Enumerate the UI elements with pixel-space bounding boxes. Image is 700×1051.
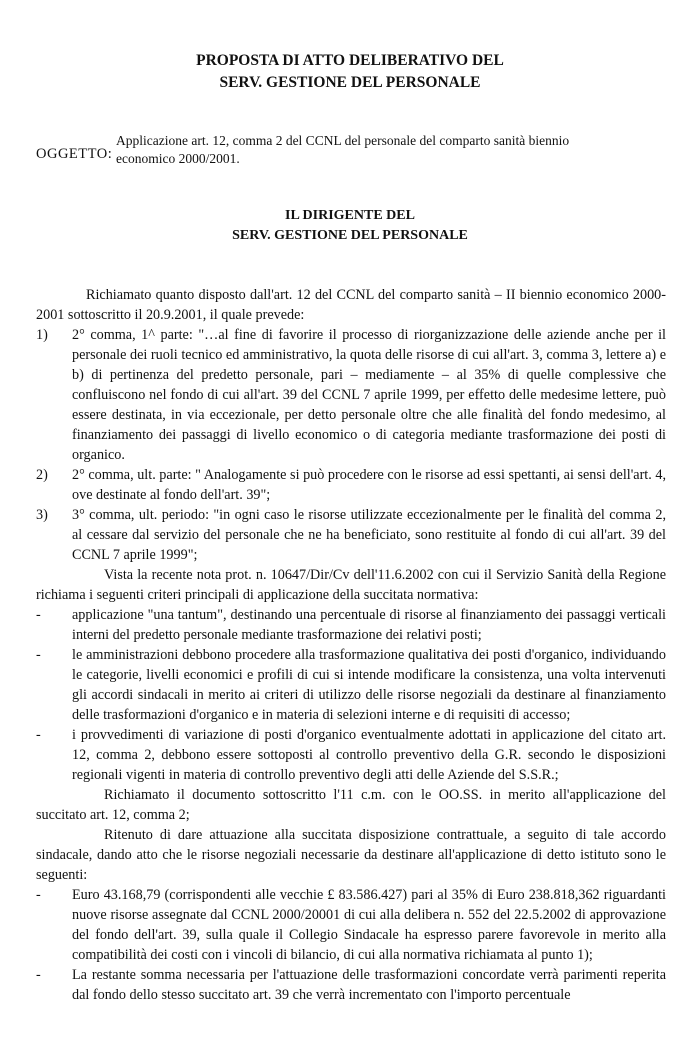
bullet-dash: -	[36, 607, 41, 623]
point-marker: 2)	[36, 467, 48, 483]
criterio-item	[36, 645, 666, 725]
point-item	[36, 325, 666, 465]
point-item	[36, 465, 666, 505]
point-text: 2° comma, ult. parte: " Analogamente si può procedere con le risorse ad essi spettanti, ai sensi dell'art. 4, ove destinate al fondo dell'art. 39";	[72, 467, 666, 503]
criterio-text: applicazione "una tantum", destinando una percentuale di risorse al finanziamento dei passaggi verticali interni del predetto personale mediante trasformazione dei relativi posti;	[72, 607, 666, 643]
document-title-line-2: SERV. GESTIONE DEL PERSONALE	[219, 74, 481, 91]
oggetto-line-1: Applicazione art. 12, comma 2 del CCNL del personale del comparto sanità biennio	[116, 133, 570, 148]
point-marker: 3)	[36, 507, 48, 523]
richiamato-paragraph: Richiamato il documento sottoscritto l'11 c.m. con le OO.SS. in merito all'applicazione del succitato art. 12, comma 2;	[36, 787, 666, 823]
dirigente-heading-line-1: IL DIRIGENTE DEL	[285, 208, 415, 223]
ritenuto-paragraph: Ritenuto di dare attuazione alla succitata disposizione contrattuale, a seguito di tale accordo sindacale, dando atto che le risorse negoziali necessarie da destinare all'applicazione di detto istituto sono le seguenti:	[36, 827, 666, 883]
oggetto-line-2: economico 2000/2001.	[116, 151, 240, 166]
document-title-line-1: PROPOSTA DI ATTO DELIBERATIVO DEL	[196, 52, 504, 69]
risorsa-item	[36, 885, 666, 965]
criterio-item	[36, 605, 666, 645]
point-text: 3° comma, ult. periodo: "in ogni caso le risorse utilizzate eccezionalmente per le finalità del comma 2, al cessare dal servizio del personale che ne ha beneficiato, sono restituite al fondo di cui all'art. 39 del CCNL 7 aprile 1999";	[72, 507, 666, 563]
bullet-dash: -	[36, 887, 41, 903]
oggetto-label: OGGETTO:	[36, 146, 113, 162]
risorsa-item	[36, 965, 666, 1005]
document-body	[36, 285, 666, 1005]
point-marker: 1)	[36, 327, 48, 343]
dirigente-heading-line-2: SERV. GESTIONE DEL PERSONALE	[232, 228, 468, 243]
risorsa-text: La restante somma necessaria per l'attuazione delle trasformazioni concordate verrà parimenti reperita dal fondo dello stesso succitato art. 39 che verrà incrementato con l'importo percentuale	[72, 967, 666, 1003]
criterio-text: le amministrazioni debbono procedere alla trasformazione qualitativa dei posti d'organico, individuando le categorie, livelli economici e profili di cui si intende modificare la consistenza, una volta intervenuti gli accordi sindacali in merito ai criteri di utilizzo delle risorse negoziali da destinare al finanziamento delle trasformazioni d'organico e in materia di selezioni interne e di requisiti di accesso;	[72, 647, 666, 723]
point-text: 2° comma, 1^ parte: "…al fine di favorire il processo di riorganizzazione delle aziende anche per il personale dei ruoli tecnico ed amministrativo, la quota delle risorse di cui all'art. 3, comma 3, lettere a) e b) di pertinenza del predetto personale, pari – mediamente – al 35% di quelle complessive che confluiscono nel fondo di cui all'art. 39 del CCNL 7 aprile 1999, per effetto delle medesime lettere, può essere destinata, in via eccezionale, per detto personale oltre che alle finalità del fondo medesimo, al finanziamento dei passaggi di livello economico o di categoria mediante trasformazione dei posti di organico.	[72, 327, 666, 463]
bullet-dash: -	[36, 727, 41, 743]
vista-paragraph: Vista la recente nota prot. n. 10647/Dir/Cv dell'11.6.2002 con cui il Servizio Sanità della Regione richiama i seguenti criteri principali di applicazione della succitata normativa:	[36, 567, 666, 603]
bullet-dash: -	[36, 647, 41, 663]
risorsa-text: Euro 43.168,79 (corrispondenti alle vecchie £ 83.586.427) pari al 35% di Euro 238.818,362 riguardanti nuove risorse assegnate dal CCNL 2000/20001 di cui alla delibera n. 552 del 22.5.2002 di approvazione del fondo dell'art. 39, sulla quale il Collegio Sindacale ha espresso parere favorevole in merito alla compatibilità dei costi con i vincoli di bilancio, di cui alla normativa richiamata al punto 1);	[72, 887, 666, 963]
criterio-text: i provvedimenti di variazione di posti d'organico eventualmente adottati in applicazione del citato art. 12, comma 2, debbono essere sottoposti al controllo preventivo della G.R. secondo le disposizioni regionali vigenti in materia di controllo preventivo degli atti delle Aziende del S.S.R.;	[72, 727, 666, 783]
point-item	[36, 505, 666, 565]
criterio-item	[36, 725, 666, 785]
intro-paragraph: Richiamato quanto disposto dall'art. 12 del CCNL del comparto sanità – II biennio economico 2000-2001 sottoscritto il 20.9.2001, il quale prevede:	[36, 287, 666, 323]
bullet-dash: -	[36, 967, 41, 983]
oggetto-text	[116, 132, 676, 168]
